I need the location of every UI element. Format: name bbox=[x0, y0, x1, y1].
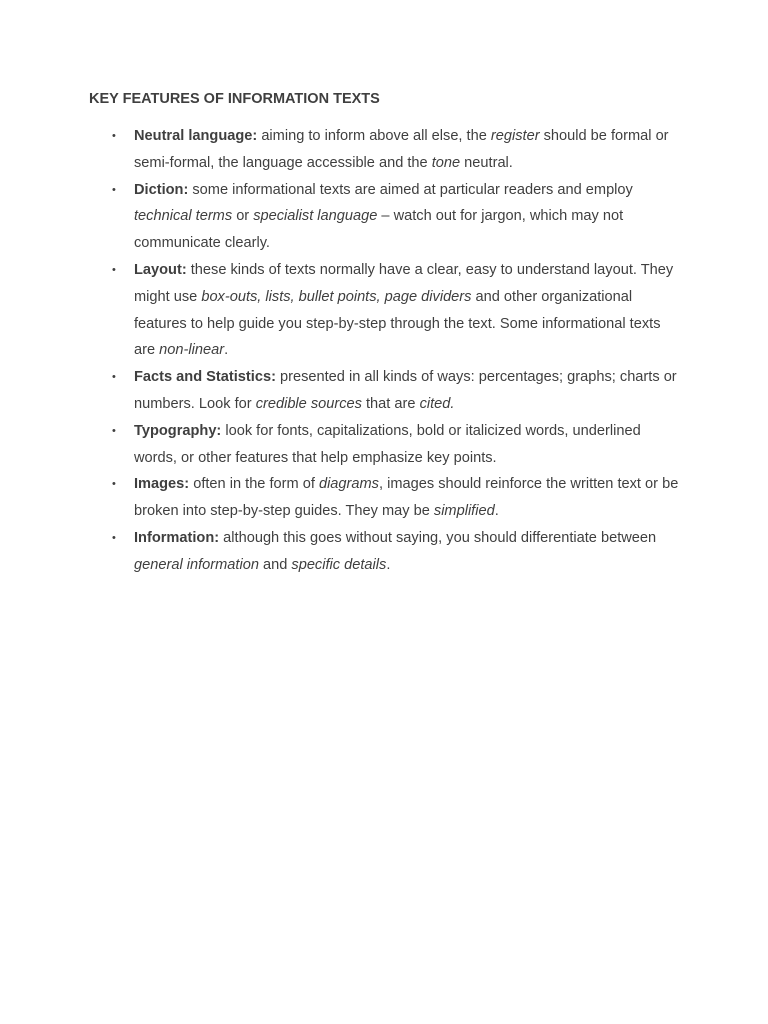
emphasis-text: cited. bbox=[419, 395, 455, 412]
list-item bbox=[112, 364, 684, 418]
bullet-icon: • bbox=[112, 183, 116, 196]
feature-text: , images should reinforce the written text or be broken into step-by-step guides. They may be bbox=[134, 476, 679, 520]
feature-text: these kinds of texts normally have a clear, easy to understand layout. They might use bbox=[134, 261, 674, 305]
feature-term: Diction: bbox=[134, 181, 189, 198]
feature-text: . bbox=[494, 503, 499, 520]
feature-text: although this goes without saying, you should differentiate between bbox=[219, 529, 657, 546]
emphasis-text: diagrams bbox=[318, 476, 379, 493]
bullet-icon: • bbox=[112, 531, 116, 544]
list-item bbox=[112, 123, 684, 177]
feature-text: often in the form of bbox=[189, 476, 319, 493]
feature-text: look for fonts, capitalizations, bold or italicized words, underlined words, or other features that help emphasize key points. bbox=[134, 422, 641, 466]
feature-text: neutral. bbox=[460, 154, 513, 171]
feature-term: Facts and Statistics: bbox=[134, 369, 276, 386]
feature-term: Layout: bbox=[134, 261, 187, 278]
feature-text: some informational texts are aimed at particular readers and employ bbox=[188, 181, 633, 198]
feature-text: aiming to inform above all else, the bbox=[257, 128, 491, 144]
emphasis-text: specialist language bbox=[253, 208, 378, 225]
page-title: KEY FEATURES OF INFORMATION TEXTS bbox=[89, 91, 380, 107]
list-item bbox=[112, 177, 684, 257]
emphasis-text: simplified bbox=[433, 503, 495, 520]
emphasis-text: technical terms bbox=[134, 208, 233, 225]
emphasis-text: register bbox=[490, 128, 540, 144]
feature-term: Neutral language: bbox=[134, 128, 258, 144]
feature-text: or bbox=[232, 208, 254, 225]
emphasis-text: specific details bbox=[291, 556, 387, 573]
features-list bbox=[112, 123, 684, 579]
bullet-icon: • bbox=[112, 130, 116, 142]
list-item bbox=[112, 525, 684, 579]
feature-text: and bbox=[258, 556, 292, 573]
feature-text: presented in all kinds of ways: percentages; graphs; charts or numbers. Look for bbox=[134, 369, 677, 412]
list-item bbox=[112, 257, 684, 364]
bullet-icon: • bbox=[112, 478, 116, 491]
feature-text: and other organizational features to help guide you step-by-step through the text. Some informational texts are bbox=[134, 288, 661, 359]
feature-term: Images: bbox=[134, 476, 190, 493]
feature-text: – watch out for jargon, which may not communicate clearly. bbox=[134, 208, 624, 252]
emphasis-text: credible sources bbox=[255, 395, 362, 412]
feature-text: . bbox=[386, 556, 391, 573]
feature-text: . bbox=[224, 342, 229, 359]
feature-term: Typography: bbox=[134, 422, 222, 439]
bullet-icon: • bbox=[112, 371, 116, 384]
feature-term: Information: bbox=[134, 529, 220, 546]
emphasis-text: general information bbox=[134, 556, 259, 573]
bullet-icon: • bbox=[112, 263, 116, 276]
emphasis-text: non-linear bbox=[159, 342, 225, 359]
emphasis-text: tone bbox=[431, 154, 461, 171]
list-item bbox=[112, 471, 684, 525]
feature-text: that are bbox=[361, 395, 420, 412]
emphasis-text: box-outs, lists, bullet points, page dividers bbox=[201, 288, 472, 305]
feature-text: should be formal or semi-formal, the language accessible and the bbox=[134, 128, 669, 171]
bullet-icon: • bbox=[112, 424, 116, 437]
list-item bbox=[112, 418, 684, 472]
